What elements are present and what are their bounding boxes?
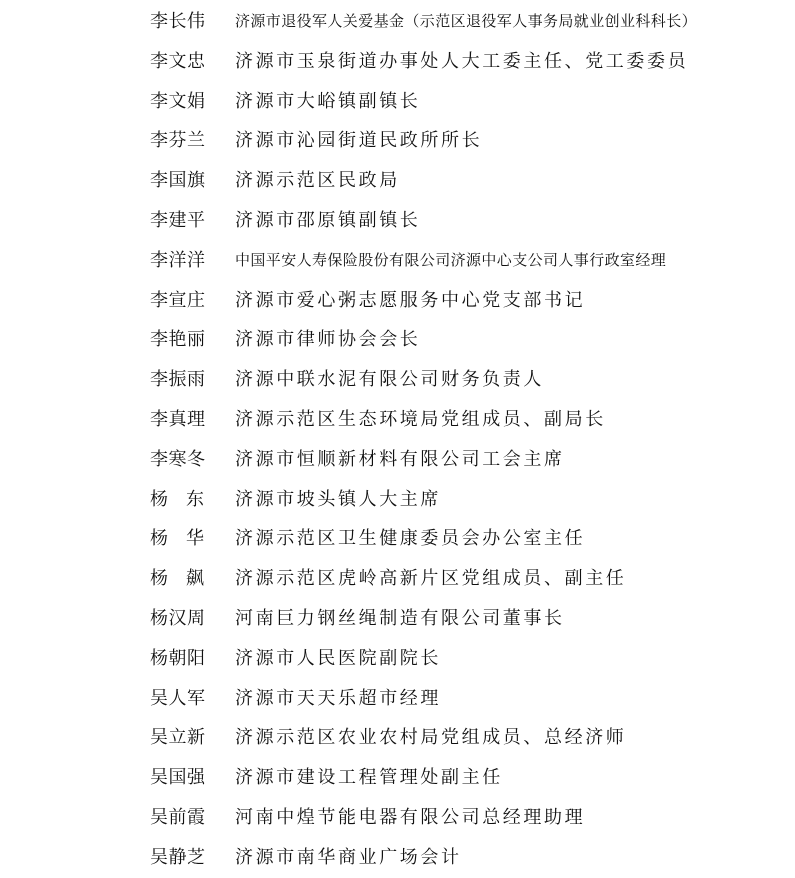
person-name: 李振雨: [150, 369, 206, 391]
person-position: 济源示范区虎岭高新片区党组成员、副主任: [235, 568, 627, 590]
person-name: 杨 东: [150, 488, 204, 510]
list-item: [0, 320, 795, 360]
person-position: 济源市邵原镇副镇长: [235, 209, 421, 231]
list-item: [0, 2, 795, 42]
person-name: 吴静芝: [150, 846, 206, 868]
person-name: 杨 华: [150, 528, 204, 550]
list-item: [0, 519, 795, 559]
person-name: 李国旗: [150, 170, 206, 192]
list-item: [0, 82, 795, 122]
list-item: [0, 121, 795, 161]
person-position: 河南巨力钢丝绳制造有限公司董事长: [235, 607, 565, 629]
person-name: 李真理: [150, 408, 206, 430]
person-name: 吴前霞: [150, 806, 206, 828]
list-item: [0, 480, 795, 520]
person-name: 吴国强: [150, 767, 206, 789]
list-item: [0, 400, 795, 440]
list-item: [0, 360, 795, 400]
person-position: 河南中煌节能电器有限公司总经理助理: [235, 806, 586, 828]
person-position: 济源市恒顺新材料有限公司工会主席: [235, 448, 565, 470]
list-item: [0, 679, 795, 719]
person-name: 杨朝阳: [150, 647, 206, 669]
list-item: [0, 718, 795, 758]
person-position: 济源市沁园街道民政所所长: [235, 130, 483, 152]
list-item: [0, 559, 795, 599]
person-name: 李芬兰: [150, 130, 206, 152]
person-position: 济源示范区农业农村局党组成员、总经济师: [235, 727, 627, 749]
person-name: 李洋洋: [150, 249, 206, 271]
personnel-list: [0, 2, 795, 878]
list-item: [0, 201, 795, 241]
person-position: 济源示范区生态环境局党组成员、副局长: [235, 408, 606, 430]
person-position: 济源中联水泥有限公司财务负责人: [235, 369, 544, 391]
person-position: 济源市建设工程管理处副主任: [235, 767, 503, 789]
person-position: 济源市爱心粥志愿服务中心党支部书记: [235, 289, 586, 311]
person-position: 济源市律师协会会长: [235, 329, 421, 351]
list-item: [0, 440, 795, 480]
list-item: [0, 599, 795, 639]
person-position: 济源市大峪镇副镇长: [235, 90, 421, 112]
list-item: [0, 758, 795, 798]
list-item: [0, 798, 795, 838]
list-item: [0, 639, 795, 679]
person-position: 济源市天天乐超市经理: [235, 687, 441, 709]
list-item: [0, 281, 795, 321]
person-position: 济源市玉泉街道办事处人大工委主任、党工委委员: [235, 50, 689, 72]
person-position: 济源示范区卫生健康委员会办公室主任: [235, 528, 586, 550]
person-name: 李寒冬: [150, 448, 206, 470]
person-name: 吴人军: [150, 687, 206, 709]
list-item: [0, 241, 795, 281]
person-name: 李建平: [150, 209, 206, 231]
person-position: 中国平安人寿保险股份有限公司济源中心支公司人事行政室经理: [235, 250, 667, 269]
person-position: 济源市南华商业广场会计: [235, 846, 462, 868]
person-position: 济源市人民医院副院长: [235, 647, 441, 669]
person-name: 吴立新: [150, 727, 206, 749]
list-item: [0, 161, 795, 201]
list-item: [0, 42, 795, 82]
person-name: 李艳丽: [150, 329, 206, 351]
person-position: 济源市坡头镇人大主席: [235, 488, 441, 510]
list-item: [0, 838, 795, 878]
person-name: 李宣庄: [150, 289, 206, 311]
person-name: 李长伟: [150, 11, 206, 32]
person-position: 济源示范区民政局: [235, 170, 400, 192]
person-name: 杨 飙: [150, 568, 204, 590]
person-position: 济源市退役军人关爱基金（示范区退役军人事务局就业创业科科长）: [235, 12, 698, 30]
person-name: 李文忠: [150, 50, 206, 72]
person-name: 杨汉周: [150, 607, 206, 629]
person-name: 李文娟: [150, 90, 206, 112]
